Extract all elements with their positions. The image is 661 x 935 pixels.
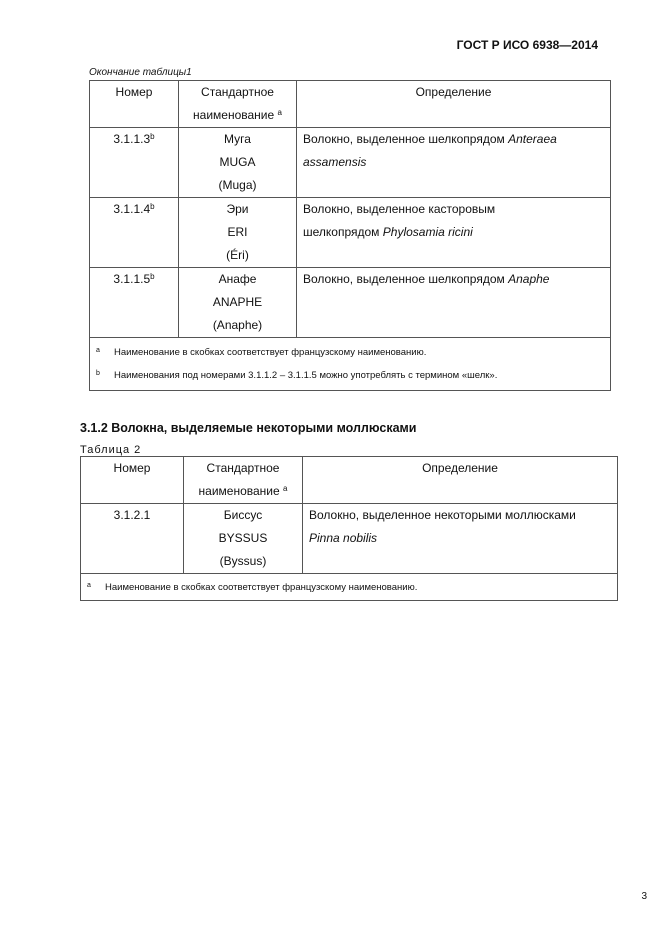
table-footnotes [90,338,611,391]
table-header-row [90,81,611,128]
row-number: 3.1.1.4$^b$ [90,198,179,268]
table-row [90,128,611,198]
header-name: Стандартное наименование $^a$ [179,81,297,128]
row-number: 3.1.1.5$^b$ [90,268,179,338]
row-number: 3.1.2.1 [81,504,184,574]
header-name: Стандартное наименование $^a$ [184,457,303,504]
document-id: ГОСТ Р ИСО 6938—2014 [456,38,598,52]
table-row [90,198,611,268]
header-number: Номер [81,457,184,504]
row-names: Эри ERI (Éri) [179,198,297,268]
table-1 [89,80,611,391]
header-definition: Определение [303,457,618,504]
row-definition: Волокно, выделенное касторовым шелкопрядом Phylosamia ricini [297,198,611,268]
table-row [90,268,611,338]
row-definition: Волокно, выделенное шелкопрядом Anteraea assamensis [297,128,611,198]
page-number: 3 [641,891,647,902]
row-definition: Волокно, выделенное шелкопрядом Anaphe [297,268,611,338]
footnote: a Наименование в скобках соответствует французскому наименованию. [96,347,427,358]
row-names: Муга MUGA (Muga) [179,128,297,198]
table2-caption: Таблица 2 [80,444,142,456]
footnote: a Наименование в скобках соответствует французскому наименованию. [87,582,418,593]
row-names: Биссус BYSSUS (Byssus) [184,504,303,574]
row-number: 3.1.1.3$^b$ [90,128,179,198]
table-2 [80,456,618,601]
table-header-row [81,457,618,504]
row-definition: Волокно, выделенное некоторыми моллюсками Pinna nobilis [303,504,618,574]
header-definition: Определение [297,81,611,128]
table1-caption: Окончание таблицы1 [89,67,192,78]
table-footnotes [81,574,618,601]
footnote: b Наименования под номерами 3.1.1.2 – 3.1.1.5 можно употреблять с термином «шелк». [96,370,498,381]
row-names: Анафе ANAPHE (Anaphe) [179,268,297,338]
table-row [81,504,618,574]
section-heading: 3.1.2 Волокна, выделяемые некоторыми моллюсками [80,421,417,435]
header-number: Номер [90,81,179,128]
